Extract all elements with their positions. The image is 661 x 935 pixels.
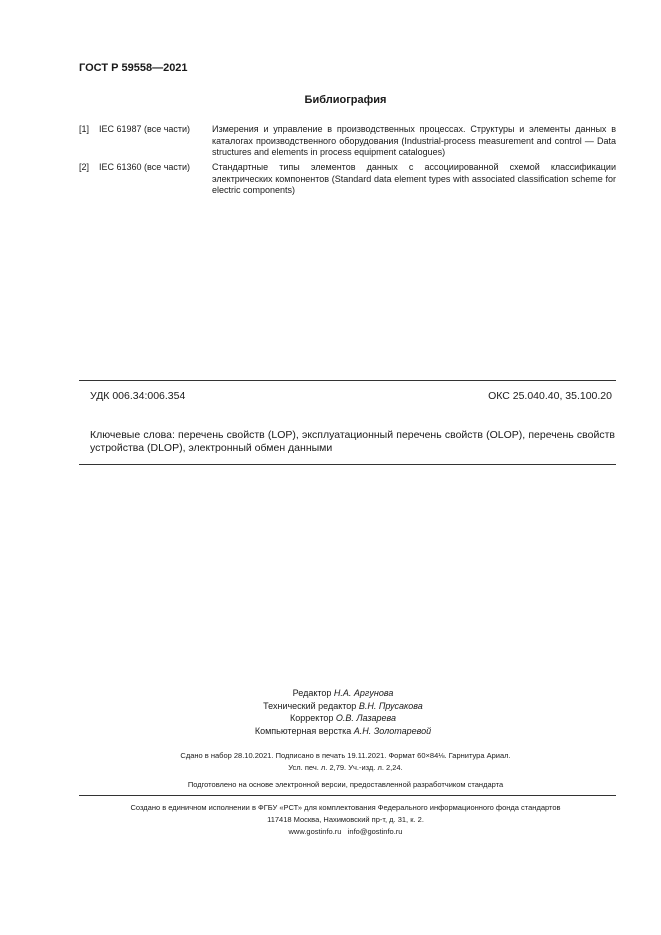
print-info-line: Сдано в набор 28.10.2021. Подписано в печать 19.11.2021. Формат 60×84⅛. Гарнитура Ариал. xyxy=(180,751,511,760)
footer-line: Создано в единичном исполнении в ФГБУ «РСТ» для комплектования Федерального информационного фонда стандартов xyxy=(130,803,561,812)
entry-description: Стандартные типы элементов данных с ассоциированной схемой классификации электрических компонентов (Standard data element types with associated classification scheme for electric components) xyxy=(212,162,616,195)
divider xyxy=(79,464,616,465)
print-info xyxy=(0,750,661,774)
credit-layout: Компьютерная верстка А.Н. Золотаревой xyxy=(254,725,432,736)
footer-address: 117418 Москва, Нахимовский пр-т, д. 31, к. 2. xyxy=(267,815,424,824)
credit-editor: Редактор Н.А. Аргунова xyxy=(292,688,394,698)
entry-number: [2] xyxy=(79,162,90,172)
bibliography-title: Библиография xyxy=(304,94,387,106)
keywords: Ключевые слова: перечень свойств (LOP), эксплуатационный перечень свойств (OLOP), перечень свойств устройства (DLOP), электронный обмен данными xyxy=(90,429,615,454)
credit-corrector: Корректор О.В. Лазарева xyxy=(290,713,396,723)
divider xyxy=(79,380,616,381)
oks-code: ОКС 25.040.40, 35.100.20 xyxy=(488,390,612,402)
publisher-footer xyxy=(0,802,661,838)
credits-block xyxy=(0,687,661,737)
footer-contacts xyxy=(30,826,661,838)
entry-description: Измерения и управление в производственных процессах. Структуры и элементы данных в каталогах производственного оборудования (Industrial-process measurement and control — Data structures and elements in process equipment catalogues) xyxy=(212,124,616,157)
entry-number: [1] xyxy=(79,124,90,134)
udk-code: УДК 006.34:006.354 xyxy=(90,390,186,402)
print-info-line: Усл. печ. л. 2,79. Уч.-изд. л. 2,24. xyxy=(288,763,403,772)
bibliography-entry xyxy=(79,162,616,198)
divider xyxy=(79,795,616,796)
email-link[interactable]: info@gostinfo.ru xyxy=(347,827,403,836)
credit-tech-editor: Технический редактор В.Н. Прусакова xyxy=(263,700,423,711)
document-code: ГОСТ Р 59558—2021 xyxy=(79,62,188,74)
entry-standard: IEC 61987 (все части) xyxy=(99,124,191,134)
entry-standard: IEC 61360 (все части) xyxy=(99,162,191,172)
bibliography-entry xyxy=(79,124,616,160)
prepared-note: Подготовлено на основе электронной версии, предоставленной разработчиком стандарта xyxy=(187,780,504,789)
website-link[interactable]: www.gostinfo.ru xyxy=(288,827,342,836)
